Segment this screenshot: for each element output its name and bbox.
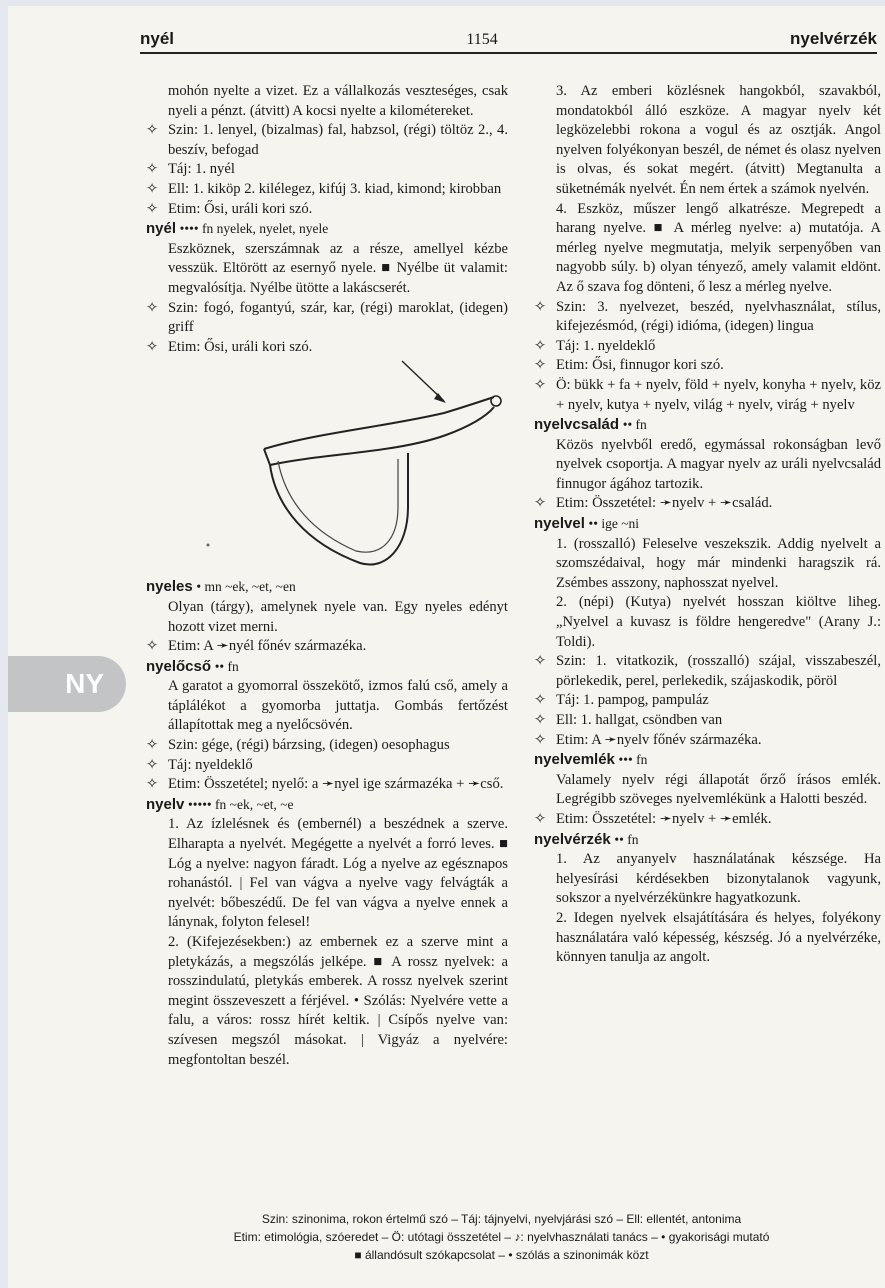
headword-line (534, 830, 881, 851)
word-class: •• ige ~ni (588, 516, 640, 532)
word-class: ••• fn (618, 752, 648, 768)
headword-line (146, 795, 508, 816)
left-column (146, 82, 508, 1070)
headword-line (146, 577, 508, 598)
diamond-bullet-icon: ✧ (534, 810, 547, 827)
regional-section: ✧ Táj: 1. nyeldeklő (534, 337, 881, 357)
synonym-section: ✧ Szin: fogó, fogantyú, szár, kar, (régi) maroklat, (idegen) griff (146, 299, 508, 336)
word-class: • mn ~ek, ~et, ~en (196, 579, 296, 595)
legend-line: Szin: szinonima, rokon értelmű szó – Táj: tájnyelvi, nyelvjárási szó – Ell: ellentét, antonima (261, 1212, 742, 1226)
definition: Olyan (tárgy), amelynek nyele van. Egy nyeles edényt hozott vizet merni. (168, 598, 508, 635)
synonym-section: ✧ Szin: 3. nyelvezet, beszéd, nyelvhasználat, stílus, kifejezésmód, (régi) idióma, (idegen) lingua (534, 298, 881, 335)
header-first-word: nyél (140, 29, 175, 48)
word-class: •• fn (214, 658, 239, 674)
thumb-index-tab (8, 656, 126, 712)
ladle-icon (146, 357, 508, 577)
dictionary-page (8, 6, 885, 1288)
headword-line (534, 514, 881, 535)
headword: nyeles (146, 578, 193, 596)
headword: nyelvel (534, 515, 585, 533)
word-class: •••• fn nyelek, nyelet, nyele (179, 221, 329, 237)
right-column (534, 82, 881, 968)
sense-1: 1. (rosszalló) Feleselve veszekszik. Addig nyelvelt a szomszédaival, hogy már mindenki haragszik rá. Zsémbes asszony, naphosszat nyelvel. (556, 535, 881, 591)
headword: nyelvérzék (534, 830, 611, 848)
headword-line (146, 219, 508, 240)
definition: Eszköznek, szerszámnak az a része, amellyel kézbe vesszük. Eltörött az esernyő nyele. ■ Nyélbe üt valamit: megvalósítja. Nyélbe ütötte a lakáscserét. (168, 240, 508, 296)
antonym-section: ✧ Ell: 1. hallgat, csöndben van (534, 711, 881, 731)
sense-3: 3. Az emberi közlésnek hangokból, szavakból, mondatokból álló eszköze. A magyar nyelv két legközelebbi rokona a vogul és az osztják. Angol nyelven folyékonyan beszél, de német és olasz nyelven is olvas, és sokat megért. (átvitt) Megtanulta a süketnémák nyelvét. Én nem értek a számok nyelvén. (556, 83, 881, 197)
diamond-bullet-icon: ✧ (146, 122, 159, 139)
etymology-section: ✧ Etim: Összetétel; nyelő: a ➛nyel ige származéka + ➛cső. (146, 775, 508, 795)
antonym-section: ✧ Ell: 1. kiköp 2. kilélegez, kifúj 3. kiad, kimond; kirobban (146, 180, 508, 200)
diamond-bullet-icon: ✧ (146, 180, 159, 197)
sense-1: 1. Az ízlelésnek és (embernél) a beszédnek a szerve. Elharapta a nyelvét. Megégette a nyelvét a forró leves. ■ Lóg a nyelve: nagyon fáradt. Lóg a nyelve az egésznapos rohanástól. | Fel van vágva a nyelve vagy felvágták a nyelvét: bőbeszédű. De fel van vágva a nyelve ennek a lánynak, folyton felesel! (168, 816, 508, 931)
regional-section: ✧ Táj: 1. pampog, pampuláz (534, 691, 881, 711)
diamond-bullet-icon: ✧ (534, 376, 547, 393)
definition: Közös nyelvből eredő, egymással rokonságban levő nyelvek csoportja. A magyar nyelv az uráli nyelvcsalád finnugor ágához tartozik. (556, 436, 881, 492)
headword-line (146, 657, 508, 678)
word-class: •• fn (614, 831, 639, 847)
thumb-index-label: NY (65, 668, 104, 699)
compound-section: ✧ Ö: bükk + fa + nyelv, föld + nyelv, konyha + nyelv, köz + nyelv, kutya + nyelv, világ + nyelv, virág + nyelv (534, 376, 881, 413)
diamond-bullet-icon: ✧ (534, 337, 547, 354)
etymology-section: ✧ Etim: Ősi, uráli kori szó. (146, 200, 508, 220)
diamond-bullet-icon: ✧ (534, 692, 547, 709)
diamond-bullet-icon: ✧ (534, 653, 547, 670)
etymology-section: ✧ Etim: Ősi, finnugor kori szó. (534, 356, 881, 376)
diamond-bullet-icon: ✧ (146, 200, 159, 217)
diamond-bullet-icon: ✧ (146, 638, 159, 655)
synonym-section: ✧ Szin: 1. lenyel, (bizalmas) fal, habzsol, (régi) töltöz 2., 4. beszív, befogad (146, 122, 508, 158)
abbreviation-legend (138, 1210, 865, 1264)
diamond-bullet-icon: ✧ (534, 731, 547, 748)
regional-section: ✧ Táj: 1. nyél (146, 160, 508, 180)
etymology-section: ✧ Etim: Összetétel: ➛nyelv + ➛család. (534, 494, 881, 514)
synonym-section: ✧ Szin: 1. vitatkozik, (rosszalló) szájal, visszabeszél, pörlekedik, perel, perlekedik, szájaskodik, pöröl (534, 653, 881, 689)
headword: nyelvcsalád (534, 416, 620, 434)
diamond-bullet-icon: ✧ (146, 299, 159, 316)
sense-2: 2. (népi) (Kutya) nyelvét hosszan kiöltve liheg. „Nyelvel a kuvasz is földre hengeredve" (Arany J.: Toldi). (556, 594, 881, 650)
diamond-bullet-icon: ✧ (146, 756, 159, 773)
diamond-bullet-icon: ✧ (534, 298, 547, 315)
legend-line: Etim: etimológia, szóeredet – Ö: utótagi összetétel – ♪: nyelvhasználati tanács – • gyakorisági mutató (233, 1230, 770, 1244)
word-class: ••••• fn ~ek, ~et, ~e (188, 796, 294, 812)
diamond-bullet-icon: ✧ (534, 495, 547, 512)
legend-line: ■ állandósult szókapcsolat – • szólás a szinonimák közt (354, 1248, 649, 1262)
etymology-section: ✧ Etim: A ➛nyelv főnév származéka. (534, 731, 881, 751)
word-class: •• fn (622, 417, 647, 433)
etymology-section: ✧ Etim: Összetétel: ➛nyelv + ➛emlék. (534, 810, 881, 830)
headword: nyelv (146, 795, 185, 813)
page-number: 1154 (466, 31, 498, 48)
headword: nyél (146, 220, 177, 238)
etymology-section: ✧ Etim: A ➛nyél főnév származéka. (146, 637, 508, 657)
headword-line (534, 415, 881, 436)
synonym-section: ✧ Szin: gége, (régi) bárzsing, (idegen) oesophagus (146, 736, 508, 756)
ladle-illustration (146, 357, 508, 577)
header-last-word: nyelvérzék (790, 29, 877, 48)
sense-2: 2. Idegen nyelvek elsajátítására és helyes, folyékony használatára való képesség, készség. Jó a nyelvérzéke, könnyen tanulja az angolt. (556, 909, 881, 966)
headword: nyelvemlék (534, 751, 615, 769)
regional-section: ✧ Táj: nyeldeklő (146, 756, 508, 776)
diamond-bullet-icon: ✧ (146, 338, 159, 355)
diamond-bullet-icon: ✧ (534, 357, 547, 374)
definition: A garatot a gyomorral összekötő, izmos falú cső, amely a táplálékot a gyomorba juttatja. Gombás fertőzést állapítottak meg a nyelőcsövén. (168, 678, 508, 734)
diamond-bullet-icon: ✧ (534, 712, 547, 728)
sense-2: 2. (Kifejezésekben:) az embernek ez a szerve mint a pletykázás, a megszólás jelképe. ■ A rossz nyelvek: a rosszindulatú, pletykás emberek. A rossz nyelvek szerint megint összeveszett a férjével. • Szólás: Nyelvére vette a falu, a város: rossz hírét keltik. | Csípős nyelve van: szívesen megszól másokat. | Vigyáz a nyelvére: megfontoltan beszél. (168, 934, 508, 1068)
diamond-bullet-icon: ✧ (146, 776, 159, 793)
etymology-section: ✧ Etim: Ősi, uráli kori szó. (146, 338, 508, 358)
diamond-bullet-icon: ✧ (146, 161, 159, 178)
headword: nyelőcső (146, 657, 212, 675)
sense-1: 1. Az anyanyelv használatának készsége. Ha helyesírási kérdésekben bizonytalanok vagyunk, sokszor a nyelvérzékünkre hagyatkozunk. (556, 851, 881, 907)
definition: Valamely nyelv régi állapotát őrző írásos emlék. Legrégibb szöveges nyelvemlékünk a Halotti beszéd. (556, 771, 881, 808)
headword-line (534, 750, 881, 771)
sense-4: 4. Eszköz, műszer lengő alkatrésze. Megrepedt a harang nyelve. ■ A mérleg nyelve: a) mutatója. A mérleg nyelve megmutatja, melyik serpenyőben van nagyobb súly. b) olyan tényező, amely valamit eldönt. Az ő szava fog dönteni, ő lesz a mérleg nyelve. (556, 200, 881, 295)
entry-continuation: mohón nyelte a vizet. Ez a vállalkozás veszteséges, csak nyeli a pénzt. (átvitt) A kocsi nyelte a kilométereket. (168, 83, 508, 119)
running-header (140, 26, 877, 54)
diamond-bullet-icon: ✧ (146, 737, 159, 754)
